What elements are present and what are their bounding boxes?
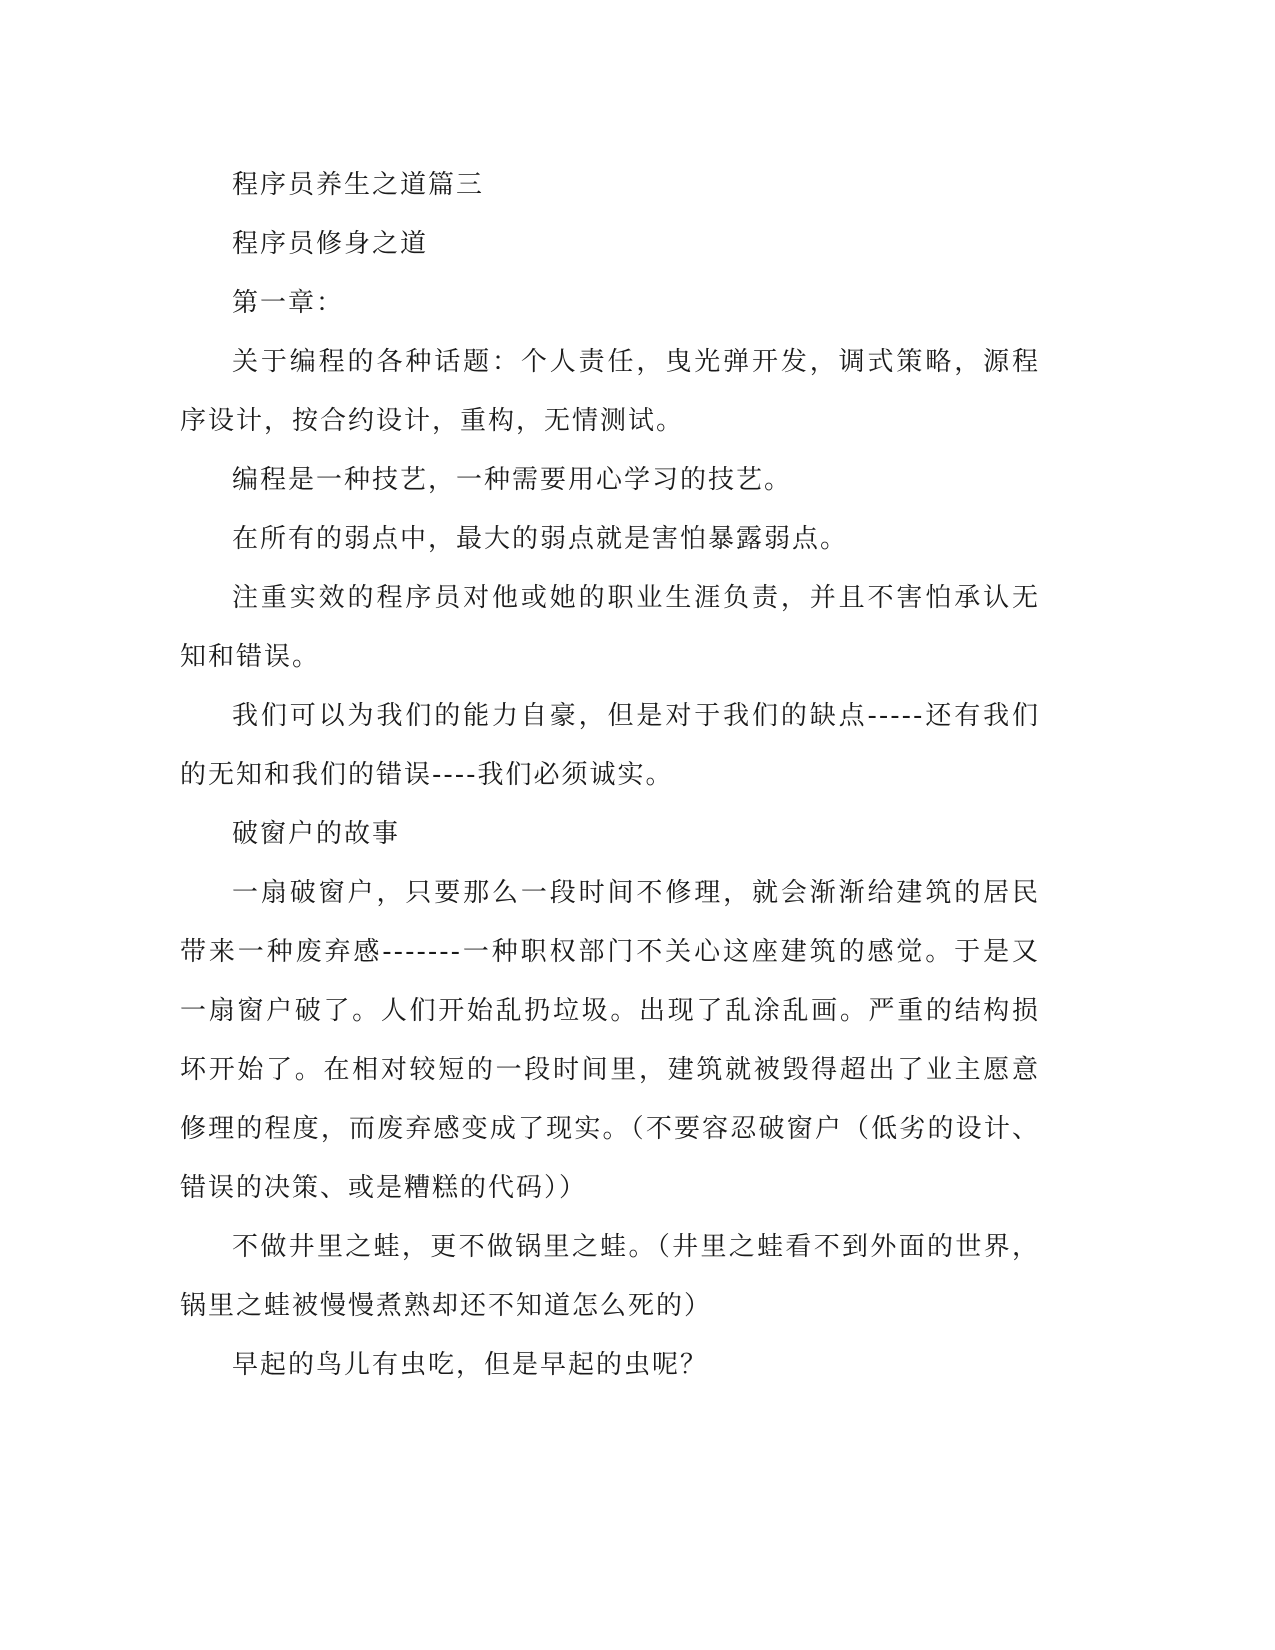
document-title: 程序员养生之道篇三 (232, 170, 485, 200)
paragraph-topics: 关于编程的各种话题：个人责任，曳光弹开发，调式策略，源程序设计，按合约设计，重构，无情测试。 (180, 347, 1040, 436)
document-body (180, 156, 1040, 1395)
paragraph-responsibility: 注重实效的程序员对他或她的职业生涯负责，并且不害怕承认无知和错误。 (180, 583, 1040, 672)
section-heading-broken-window: 破窗户的故事 (232, 819, 401, 849)
document-subtitle: 程序员修身之道 (232, 229, 429, 259)
chapter-heading: 第一章： (232, 288, 345, 318)
paragraph-craft: 编程是一种技艺，一种需要用心学习的技艺。 (232, 465, 793, 495)
paragraph-early-bird: 早起的鸟儿有虫吃，但是早起的虫呢？ (232, 1350, 709, 1380)
paragraph-honesty: 我们可以为我们的能力自豪，但是对于我们的缺点-----还有我们的无知和我们的错误----我们必须诚实。 (180, 701, 1040, 790)
paragraph-broken-window: 一扇破窗户，只要那么一段时间不修理，就会渐渐给建筑的居民带来一种废弃感-------一种职权部门不关心这座建筑的感觉。于是又一扇窗户破了。人们开始乱扔垃圾。出现了乱涂乱画。严重的结构损坏开始了。在相对较短的一段时间里，建筑就被毁得超出了业主愿意修理的程度，而废弃感变成了现实。（不要容忍破窗户（低劣的设计、错误的决策、或是糟糕的代码）） (180, 878, 1040, 1203)
paragraph-weakness: 在所有的弱点中，最大的弱点就是害怕暴露弱点。 (232, 524, 849, 554)
paragraph-frog: 不做井里之蛙，更不做锅里之蛙。（井里之蛙看不到外面的世界，锅里之蛙被慢慢煮熟却还不知道怎么死的） (180, 1232, 1040, 1321)
